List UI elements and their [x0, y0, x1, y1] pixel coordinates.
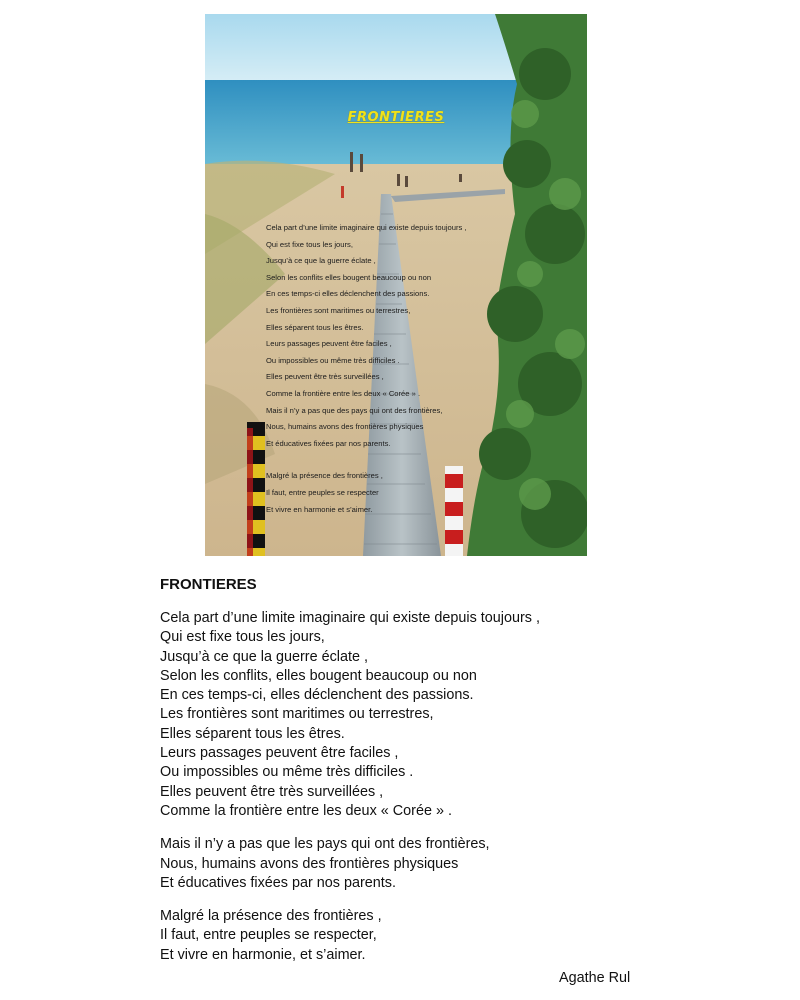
poem-line: Il faut, entre peuples se respecter,: [160, 927, 377, 944]
stanza-3: [160, 907, 680, 965]
poem: [160, 576, 680, 979]
poem-line: Les frontières sont maritimes ou terrestres,: [160, 706, 434, 723]
poem-line: Nous, humains avons des frontières physiques: [160, 855, 459, 872]
border-post-left: [247, 422, 265, 556]
poster-line: Leurs passages peuvent être faciles ,: [266, 339, 392, 349]
poem-line: Leurs passages peuvent être faciles ,: [160, 745, 399, 762]
stanza-1: [160, 609, 680, 821]
poster-line: Jusqu’à ce que la guerre éclate ,: [266, 256, 376, 266]
poster-line: En ces temps-ci elles déclenchent des passions.: [266, 289, 430, 299]
poem-title: FRONTIERES: [160, 576, 257, 593]
author-name: Agathe Rul: [559, 970, 631, 986]
poem-line: Qui est fixe tous les jours,: [160, 629, 325, 646]
poem-line: Mais il n’y a pas que les pays qui ont des frontières,: [160, 836, 490, 853]
poster-line: Et éducatives fixées par nos parents.: [266, 438, 391, 448]
poem-line: Ou impossibles ou même très difficiles .: [160, 764, 414, 781]
poem-line: Selon les conflits, elles bougent beaucoup ou non: [160, 667, 477, 684]
poster-line: Comme la frontière entre les deux « Corée » .: [266, 388, 421, 398]
poster-line: Elles séparent tous les êtres.: [266, 322, 364, 332]
poster-poem: [266, 220, 526, 518]
poster-line: Malgré la présence des frontières ,: [266, 471, 383, 481]
poem-line: Elles séparent tous les êtres.: [160, 725, 345, 742]
poem-line: En ces temps-ci, elles déclenchent des passions.: [160, 687, 474, 704]
poem-line: Cela part d’une limite imaginaire qui existe depuis toujours ,: [160, 610, 540, 626]
poem-line: Elles peuvent être très surveillées ,: [160, 783, 384, 800]
poster-title: FRONTIERES: [347, 110, 445, 125]
poster-line: Elles peuvent être très surveillées ,: [266, 372, 384, 382]
poster-line: Il faut, entre peuples se respecter: [266, 487, 379, 497]
poster-line: Nous, humains avons des frontières physiques: [266, 422, 424, 432]
stanza-2: [160, 835, 680, 893]
poster-line: Ou impossibles ou même très difficiles .: [266, 355, 400, 365]
poster-line: Selon les conflits elles bougent beaucoup ou non: [266, 272, 432, 282]
poem-line: Comme la frontière entre les deux « Corée » .: [160, 802, 452, 819]
poster-line: Et vivre en harmonie et s’aimer.: [266, 504, 373, 514]
poem-line: Malgré la présence des frontières ,: [160, 908, 382, 925]
poster-line: Qui est fixe tous les jours,: [266, 239, 353, 249]
poster-line: Les frontières sont maritimes ou terrestres,: [266, 305, 411, 315]
poem-line: Et éducatives fixées par nos parents.: [160, 874, 396, 891]
poster-line: Mais il n’y a pas que des pays qui ont des frontières,: [266, 405, 443, 415]
poem-line: Jusqu’à ce que la guerre éclate ,: [160, 648, 368, 665]
poem-line: Et vivre en harmonie, et s’aimer.: [160, 946, 366, 963]
poster-image: [205, 14, 587, 556]
poster-line: Cela part d’une limite imaginaire qui existe depuis toujours ,: [266, 223, 467, 232]
